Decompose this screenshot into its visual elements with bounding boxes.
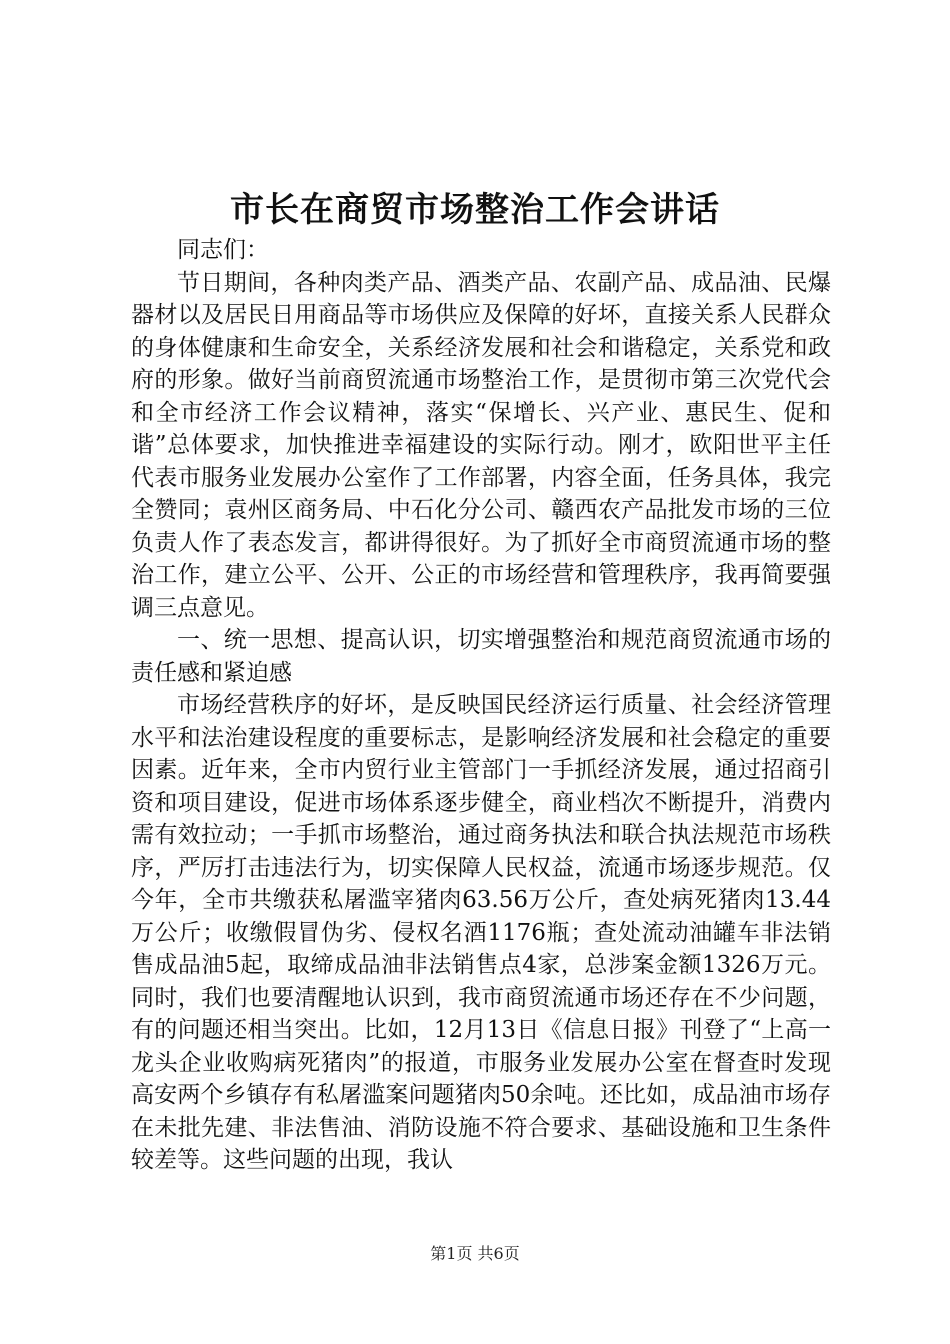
salutation-paragraph: 同志们： — [177, 237, 269, 263]
document-body — [131, 234, 831, 1177]
document-title: 市长在商贸市场整治工作会讲话 — [230, 190, 720, 230]
section-heading: 一、统一思想、提高认识，切实增强整治和规范商贸流通市场的责任感和紧迫感 — [131, 627, 831, 686]
page-number-footer: 第1页 共6页 — [430, 1244, 520, 1263]
intro-paragraph: 节日期间，各种肉类产品、酒类产品、农副产品、成品油、民爆器材以及居民日用商品等市场供应及保障的好坏，直接关系人民群众的身体健康和生命安全，关系经济发展和社会和谐稳定，关系党和政府的形象。做好当前商贸流通市场整治工作，是贯彻市第三次党代会和全市经济工作会议精神，落实“保增长、兴产业、惠民生、促和谐”总体要求，加快推进幸福建设的实际行动。刚才，欧阳世平主任代表市服务业发展办公室作了工作部署，内容全面，任务具体，我完全赞同；袁州区商务局、中石化分公司、赣西农产品批发市场的三位负责人作了表态发言，都讲得很好。为了抓好全市商贸流通市场的整治工作，建立公平、公开、公正的市场经营和管理秩序，我再简要强调三点意见。 — [131, 269, 831, 621]
body-paragraph: 市场经营秩序的好坏，是反映国民经济运行质量、社会经济管理水平和法治建设程度的重要标志，是影响经济发展和社会稳定的重要因素。近年来，全市内贸行业主管部门一手抓经济发展，通过招商引资和项目建设，促进市场体系逐步健全，商业档次不断提升，消费内需有效拉动；一手抓市场整治，通过商务执法和联合执法规范市场秩序，严厉打击违法行为，切实保障人民权益，流通市场逐步规范。仅今年，全市共缴获私屠滥宰猪肉63.56万公斤，查处病死猪肉13.44万公斤；收缴假冒伪劣、侵权名酒1176瓶；查处流动油罐车非法销售成品油5起，取缔成品油非法销售点4家，总涉案金额1326万元。同时，我们也要清醒地认识到，我市商贸流通市场还存在不少问题，有的问题还相当突出。比如，12月13日《信息日报》刊登了“上高一龙头企业收购病死猪肉”的报道，市服务业发展办公室在督查时发现高安两个乡镇存有私屠滥案问题猪肉50余吨。还比如，成品油市场存在未批先建、非法售油、消防设施不符合要求、基础设施和卫生条件较差等。这些问题的出现，我认 — [131, 692, 831, 1173]
